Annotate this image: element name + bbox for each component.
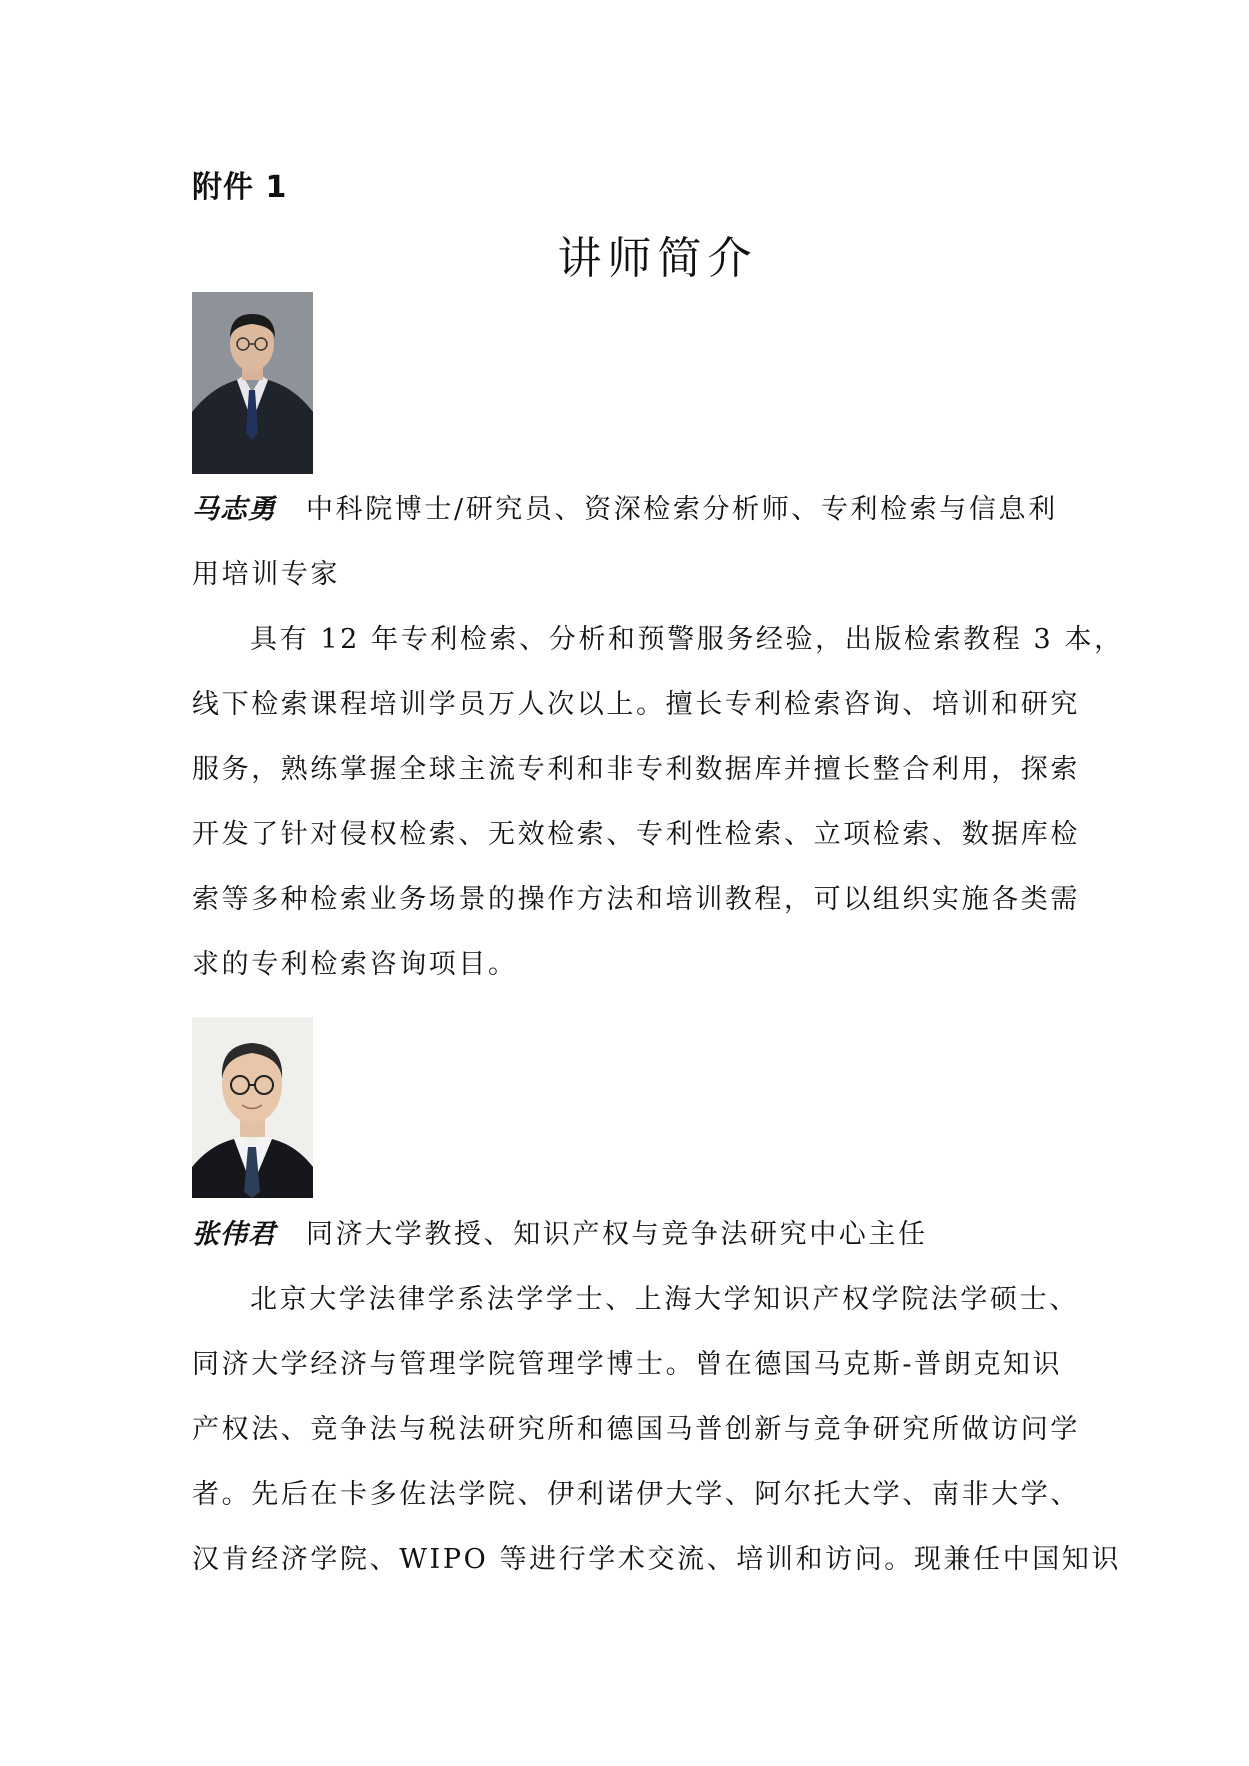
bio-line: 汉肯经济学院、WIPO 等进行学术交流、培训和访问。现兼任中国知识 (192, 1544, 1122, 1575)
bio-line: 求的专利检索咨询项目。 (192, 949, 518, 980)
bio-line: 产权法、竞争法与税法研究所和德国马普创新与竞争研究所做访问学 (192, 1414, 1080, 1445)
bio-line: 服务，熟练掌握全球主流专利和非专利数据库并擅长整合利用，探索 (192, 754, 1080, 785)
bio-line: 者。先后在卡多佐法学院、伊利诺伊大学、阿尔托大学、南非大学、 (192, 1479, 1080, 1510)
lecturer-title: 同济大学教授、知识产权与竞争法研究中心主任 (306, 1219, 928, 1250)
lecturer-name: 马志勇 (192, 494, 276, 525)
lecturer-photo-ma-zhiyong (192, 292, 313, 474)
bio-line: 线下检索课程培训学员万人次以上。擅长专利检索咨询、培训和研究 (192, 689, 1080, 720)
bio-line: 北京大学法律学系法学学士、上海大学知识产权学院法学硕士、 (250, 1284, 1079, 1315)
lecturer-title: 中科院博士/研究员、资深检索分析师、专利检索与信息利 (306, 494, 1058, 525)
bio-line: 具有 12 年专利检索、分析和预警服务经验，出版检索教程 3 本， (250, 624, 1124, 655)
annex-label: 附件 1 (192, 170, 288, 205)
lecturer-name: 张伟君 (192, 1219, 276, 1250)
lecturer-heading-ma-zhiyong (192, 490, 1072, 530)
bio-line: 索等多种检索业务场景的操作方法和培训教程，可以组织实施各类需 (192, 884, 1080, 915)
portrait-image (192, 292, 313, 474)
bio-line: 开发了针对侵权检索、无效检索、专利性检索、立项检索、数据库检 (192, 819, 1080, 850)
lecturer-photo-zhang-weijun (192, 1017, 313, 1198)
document-title: 讲师简介 (557, 233, 758, 284)
lecturer-title-continued: 用培训专家 (192, 559, 340, 590)
bio-line: 同济大学经济与管理学院管理学博士。曾在德国马克斯-普朗克知识 (192, 1349, 1063, 1380)
lecturer-heading-zhang-weijun (192, 1215, 1072, 1255)
portrait-image (192, 1017, 313, 1198)
